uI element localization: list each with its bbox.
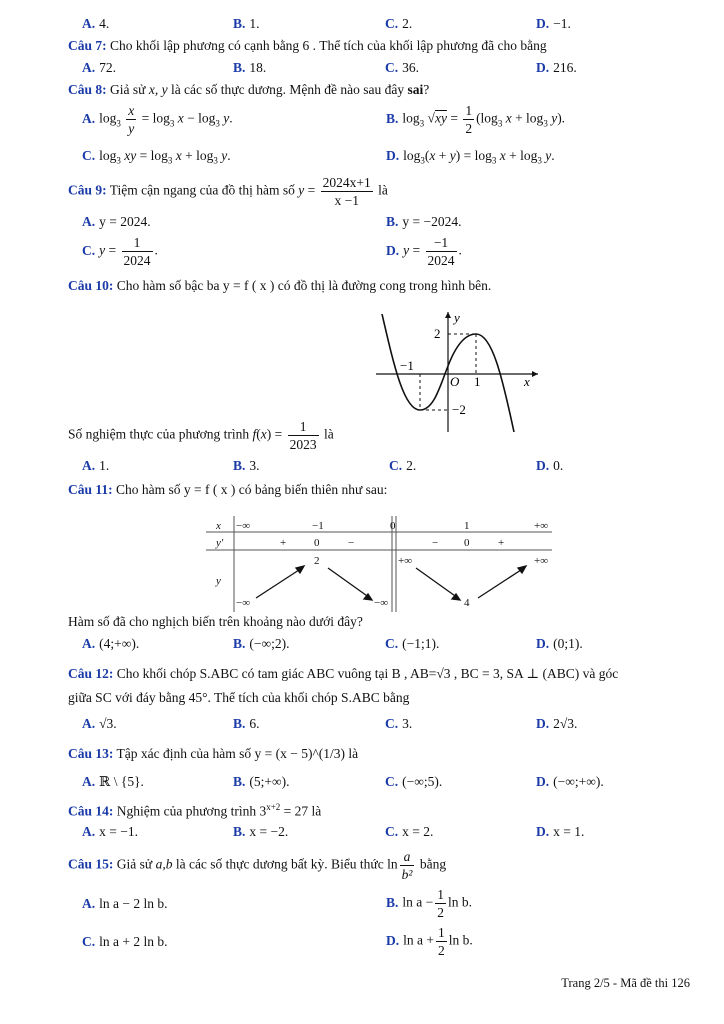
q9-stem: Câu 9: Tiệm cận ngang của đồ thị hàm số y = $\frac{2024x+1}{x -1}$ là [68,175,388,208]
table-zero-2: 0 [464,537,470,549]
table-y-neg-inf-2: −∞ [374,597,389,609]
table-x-label: x [216,520,221,532]
table-x-m1: −1 [312,520,324,532]
q12-stem: Câu 12: Cho khối chóp S.ABC có tam giác ABC vuông tại B , AB=√3 , BC = 3, SA ⊥ (ABC) và góc [68,666,619,681]
q15-option-a: A. ln a − 2 ln b. [82,896,168,911]
q12-option-c: C. 3. [385,716,413,731]
table-y-four: 4 [464,597,470,609]
q11-question: Hàm số đã cho nghịch biến trên khoảng nào dưới đây? [68,614,363,629]
q10-option-b: B. 3. [233,458,260,473]
q9-option-a: A. y = 2024. [82,214,151,229]
graph-tick-2: 2 [434,326,441,341]
table-y-two: 2 [314,555,320,567]
q10-option-a: A. 1. [82,458,110,473]
q14-option-d: D. x = 1. [536,824,585,839]
q6-option-a: A. 4. [82,16,110,31]
q12-stem-2: giữa SC với đáy bằng 45°. Thể tích của khối chóp S.ABC bằng [68,690,410,705]
graph-tick-m2: −2 [452,402,466,417]
q7-option-c: C. 36. [385,60,419,75]
graph-origin-label: O [450,374,460,389]
graph-tick-m1: −1 [400,358,414,373]
table-y-pos-inf-1: +∞ [398,555,413,567]
table-y-label: y [216,575,221,587]
q15-stem: Câu 15: Giả sử a,b là các số thực dương bất kỳ. Biểu thức ln $\frac{a}{\text{b²}}$ bằng [68,849,447,882]
table-yprime-label: y' [216,537,224,549]
q10-option-c: C. 2. [389,458,417,473]
q13-option-b: B. (5;+∞). [233,774,290,789]
table-y-neg-inf-1: −∞ [236,597,251,609]
graph-tick-1: 1 [474,374,481,389]
page-footer: Trang 2/5 - Mã đề thi 126 [561,976,690,990]
q10-graph [372,306,544,436]
q7-option-b: B. 18. [233,60,267,75]
q14-option-a: A. x = −1. [82,824,138,839]
q11-variation-table [206,516,552,612]
table-x-zero: 0 [390,520,396,532]
table-sign-2: − [348,537,355,549]
table-x-one: 1 [464,520,470,532]
graph-x-label: x [524,374,530,389]
q9-option-d: D. y = $\frac{-1}{2024}$ . [386,235,462,268]
q11-option-b: B. (−∞;2). [233,636,290,651]
q11-stem: Câu 11: Cho hàm số y = f ( x ) có bảng biến thiên như sau: [68,482,388,497]
table-sign-1: + [280,537,287,549]
q13-option-c: C. (−∞;5). [385,774,443,789]
q10-equation: Số nghiệm thực của phương trình f(x) = $\frac{1}{2023}$ là [68,419,334,452]
q10-stem: Câu 10: Cho hàm số bậc ba y = f ( x ) có đồ thị là đường cong trong hình bên. [68,278,492,293]
table-sign-4: + [498,537,505,549]
q11-option-c: C. (−1;1). [385,636,440,651]
q6-option-b: B. 1. [233,16,260,31]
q6-option-c: C. 2. [385,16,413,31]
q10-option-d: D. 0. [536,458,564,473]
q7-option-d: D. 216. [536,60,577,75]
table-zero-1: 0 [314,537,320,549]
table-y-pos-inf-2: +∞ [534,555,549,567]
q14-option-c: C. x = 2. [385,824,434,839]
q6-option-d: D. −1. [536,16,571,31]
q7-option-a: A. 72. [82,60,116,75]
table-x-neg-inf: −∞ [236,520,251,532]
q15-option-d: D. ln a + $\frac{1}{2}$ ln b. [386,925,473,958]
q12-option-a: A. √3. [82,716,117,731]
q11-option-d: D. (0;1). [536,636,583,651]
q12-option-d: D. 2√3. [536,716,578,731]
q13-stem: Câu 13: Tập xác định của hàm số y = (x − 5)^(1/3) là [68,746,359,761]
q15-option-c: C. ln a + 2 ln b. [82,934,168,949]
graph-y-label: y [454,310,460,325]
q14-stem: Câu 14: Nghiệm của phương trình $3^{x+2} = 27$ là [68,802,322,819]
q11-option-a: A. (4;+∞). [82,636,140,651]
q8-stem: Câu 8: Giả sử x, y là các số thực dương. Mệnh đề nào sau đây sai? [68,82,430,97]
q13-option-d: D. (−∞;+∞). [536,774,604,789]
q7-stem: Câu 7: Cho khối lập phương có cạnh bằng 6 . Thể tích của khối lập phương đã cho bằng [68,38,547,53]
table-sign-3: − [432,537,439,549]
q14-option-b: B. x = −2. [233,824,289,839]
q8-option-d: D. $\log_3(x + y) = \log_3 x + \log_3 y$. [386,148,555,166]
q12-option-b: B. 6. [233,716,260,731]
q9-option-b: B. y = −2024. [386,214,462,229]
q13-option-a: A. ℝ \ {5}. [82,774,144,789]
q9-option-c: C. y = $\frac{1}{2024}$ . [82,235,158,268]
q8-option-b: B. $\log_3 √xy$ = $\frac{1}{2}$ ($\log_3$ $x + \log_3 y$). [386,103,566,136]
q15-option-b: B. ln a − $\frac{1}{2}$ ln b. [386,887,473,920]
q8-option-c: C. $\log_3$ xy = $\log_3 x + \log_3 y$. [82,148,231,166]
table-x-pos-inf: +∞ [534,520,549,532]
q8-option-a: A. $\log_3$ $\frac{x}{y}$ = $\log_3 x - \log_3 y$. [82,103,233,136]
